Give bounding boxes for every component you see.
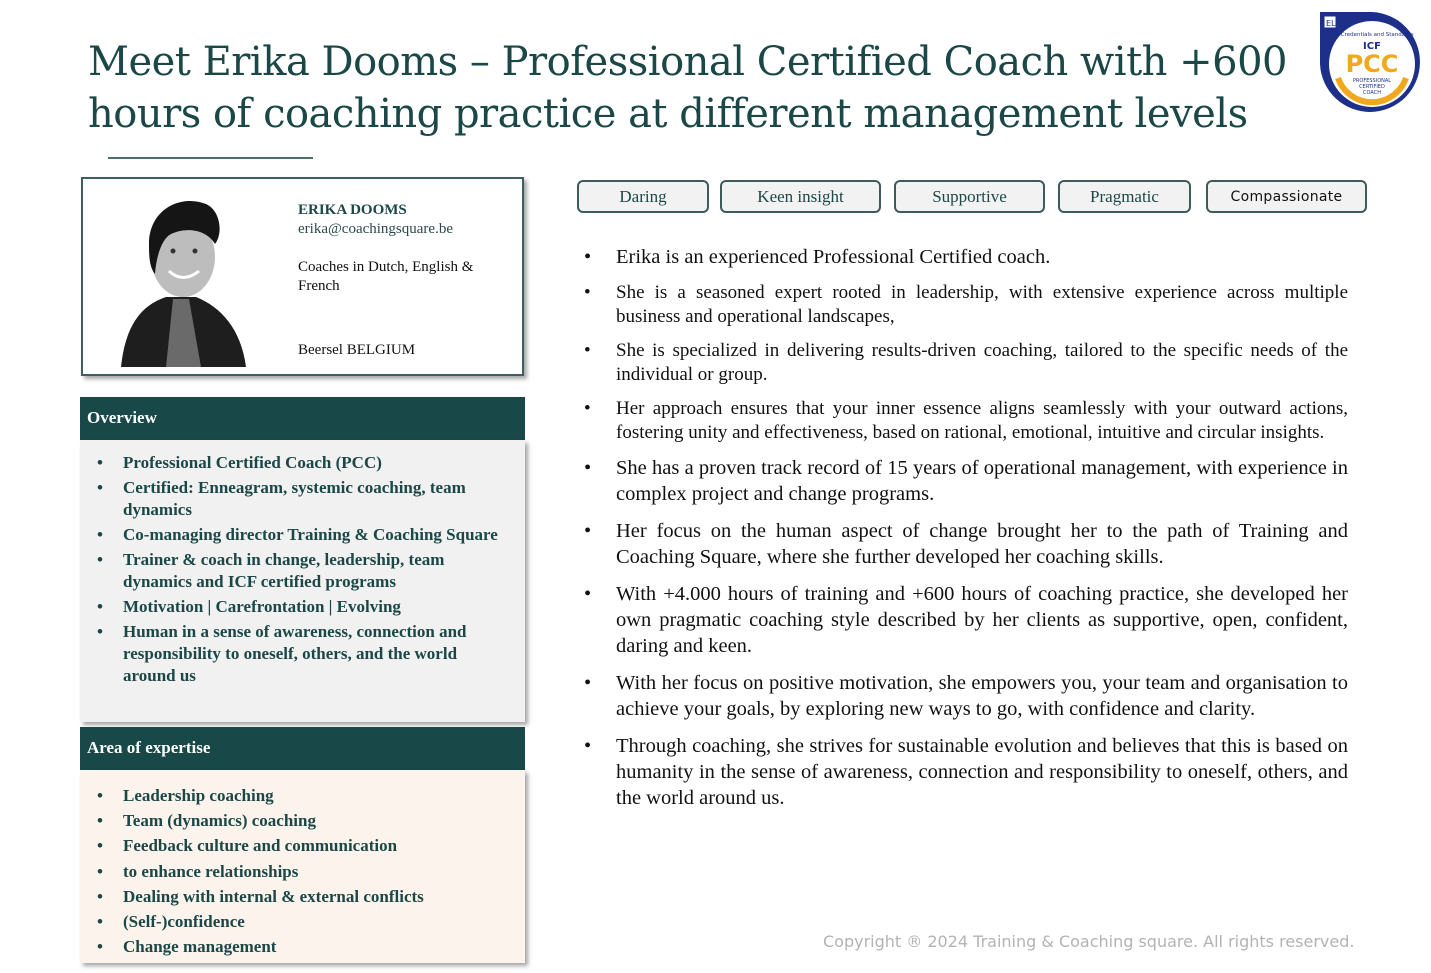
expertise-heading: Area of expertise (80, 727, 525, 770)
title-line-2: hours of coaching practice at different management levels (88, 91, 1248, 137)
expertise-panel (80, 770, 525, 963)
overview-item: • Professional Certified Coach (PCC) (97, 452, 505, 474)
expertise-list (80, 770, 525, 959)
bio-item: • Her approach ensures that your inner essence aligns seamlessly with your outward actions, fostering unity and effectiveness, based on rational, emotional, intuitive and circular insights. (584, 397, 1348, 444)
trait-tags (577, 180, 1367, 214)
overview-item: • Co-managing director Training & Coaching Square (97, 524, 505, 546)
bio-item: • She is specialized in delivering results-driven coaching, tailored to the specific needs of the individual or group. (584, 339, 1348, 386)
bio-item: • Through coaching, she strives for sustainable evolution and believes that this is based on humanity in the sense of awareness, connection and responsibility to oneself, others, and the world around us. (584, 733, 1348, 811)
expertise-item: • Team (dynamics) coaching (97, 808, 505, 833)
title-underline (108, 157, 313, 159)
profile-name: ERIKA DOOMS (298, 202, 407, 218)
trait-tag-keen-insight[interactable]: Keen insight (720, 180, 881, 213)
overview-panel (80, 440, 525, 722)
svg-text:COACH: COACH (1363, 90, 1381, 96)
bio-item: • She has a proven track record of 15 years of operational management, with experience in complex project and change programs. (584, 455, 1348, 507)
profile-email-link[interactable]: erika@coachingsquare.be (298, 221, 453, 237)
profile-languages: Coaches in Dutch, English & French (298, 259, 474, 294)
icf-pcc-badge-icon (1316, 8, 1424, 116)
expertise-item: • Leadership coaching (97, 783, 505, 808)
profile-card (81, 177, 524, 376)
svg-text:CERTIFIED: CERTIFIED (1359, 84, 1385, 90)
bio-item: • Erika is an experienced Professional Certified coach. (584, 244, 1348, 270)
bio-item: • With her focus on positive motivation, she empowers you, your team and organisation to achieve your goals, by exploring new ways to go, with confidence and clarity. (584, 670, 1348, 722)
copyright-notice: Copyright ® 2024 Training & Coaching square. All rights reserved. (823, 932, 1355, 951)
trait-tag-compassionate[interactable]: Compassionate (1206, 180, 1367, 213)
bio-item: • With +4.000 hours of training and +600 hours of coaching practice, she developed her own pragmatic coaching style described by her clients as supportive, open, confident, daring and keen. (584, 581, 1348, 659)
expertise-item: • to enhance relationships (97, 859, 505, 884)
page-title (88, 36, 1308, 140)
portrait-photo-icon (111, 189, 251, 369)
overview-list (80, 440, 525, 687)
expertise-item: • Change management (97, 934, 505, 959)
profile-info (298, 201, 518, 358)
overview-item: • Human in a sense of awareness, connection and responsibility to oneself, others, and the world around us (97, 621, 505, 687)
svg-text:PCC: PCC (1345, 50, 1399, 78)
bio-item: • She is a seasoned expert rooted in leadership, with extensive experience across multiple business and operational landscapes, (584, 281, 1348, 328)
overview-heading: Overview (80, 397, 525, 440)
expertise-item: • Feedback culture and communication (97, 833, 505, 858)
svg-text:PROFESSIONAL: PROFESSIONAL (1352, 78, 1392, 84)
overview-item: • Trainer & coach in change, leadership, team dynamics and ICF certified programs (97, 549, 505, 593)
overview-item: • Certified: Enneagram, systemic coaching, team dynamics (97, 477, 505, 521)
svg-text:ICF: ICF (1363, 41, 1381, 52)
overview-item: • Motivation | Carefrontation | Evolving (97, 596, 505, 618)
trait-tag-pragmatic[interactable]: Pragmatic (1058, 180, 1191, 213)
trait-tag-daring[interactable]: Daring (577, 180, 709, 213)
trait-tag-supportive[interactable]: Supportive (894, 180, 1045, 213)
title-line-1: Meet Erika Dooms – Professional Certified Coach with +600 (88, 39, 1287, 85)
profile-location: Beersel BELGIUM (298, 342, 416, 358)
bio-list (584, 244, 1348, 822)
bio-item: • Her focus on the human aspect of change brought her to the path of Training and Coaching Square, where she further developed her coaching skills. (584, 518, 1348, 570)
expertise-item: • Dealing with internal & external conflicts (97, 884, 505, 909)
svg-text:EL: EL (1326, 19, 1336, 28)
expertise-item: • (Self-)confidence (97, 909, 505, 934)
svg-text:ICF Credentials and Standards: ICF Credentials and Standards (1330, 32, 1414, 38)
